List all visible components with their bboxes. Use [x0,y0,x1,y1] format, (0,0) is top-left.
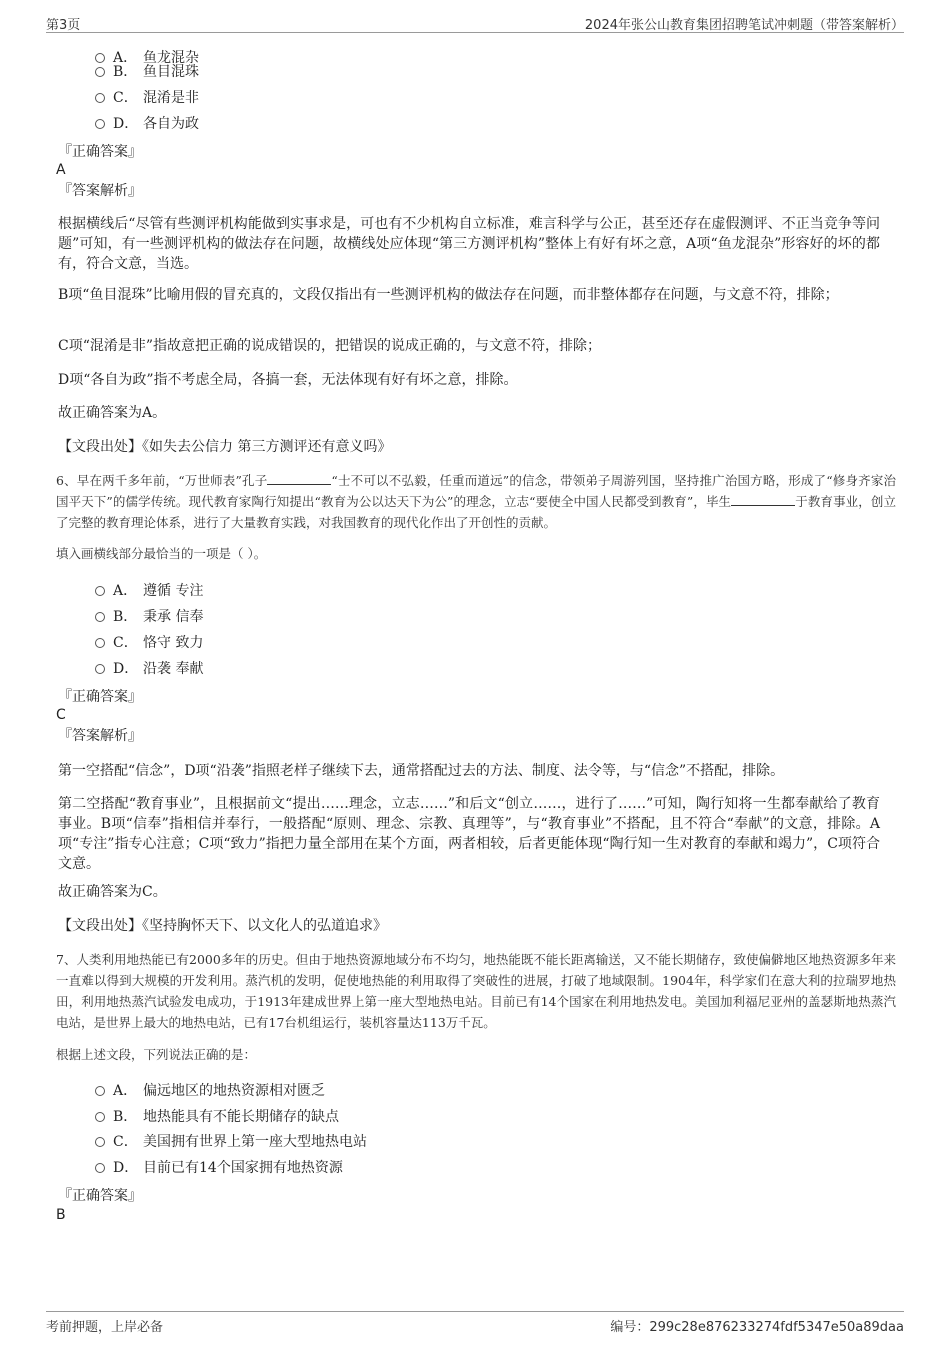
document-title: 2024年张公山教育集团招聘笔试冲刺题（带答案解析） [584,18,904,33]
radio-icon[interactable] [95,612,105,622]
q5-source: 【文段出处】《如失去公信力 第三方测评还有意义吗》 [58,439,392,455]
q5-option-c[interactable]: C． 混淆是非 [95,89,199,107]
q7-answer: B [56,1207,66,1223]
q6-stem: 6、早在两千多年前，“万世师表”孔子 “士不可以不弘毅，任重而道远”的信念，带领弟子周游列国，坚持推广治国方略，形成了“修身齐家治国平天下”的儒学传统。现代教育家陶行知提出“教育为公以达天下为公”的理念，立志“要使全中国人民都受到教育”，毕生 于教育事业，创立了完整的教育理论体系，进行了大量教育实践，对我国教育的现代化作出了开创性的贡献。 [56,473,896,530]
q5-analysis-5: 故正确答案为A。 [58,405,167,421]
q6-prompt: 填入画横线部分最恰当的一项是（ ）。 [56,546,267,561]
q6-source: 【文段出处】《坚持胸怀天下、以文化人的弘道追求》 [58,918,387,934]
radio-icon[interactable] [95,664,105,674]
q5-answer: A [56,162,66,178]
radio-icon[interactable] [95,53,105,63]
blank-line [731,493,795,506]
radio-icon[interactable] [95,119,105,129]
radio-icon[interactable] [95,638,105,648]
q5-option-b[interactable]: B． 鱼目混珠 [95,63,199,81]
q7-answer-label: 『正确答案』 [58,1188,142,1204]
q7-prompt: 根据上述文段，下列说法正确的是： [56,1047,257,1062]
document-code: 编号：299c28e876233274fdf5347e50a89daa [610,1320,904,1335]
q6-analysis-2: 第二空搭配“教育事业”，且根据前文“提出……理念，立志……”和后文“创立……，进行了……”可知，陶行知将一生都奉献给了教育事业。B项“信奉”指相信并奉行，一般搭配“原则、理念、宗教、真理等”，与“教育事业”不搭配，且不符合“奉献”的文意，排除。A项“专注”指专心注意；C项“致力”指把力量全部用在某个方面，两者相较，后者更能体现“陶行知一生对教育的奉献和竭力”，C项符合文意。 [58,796,880,872]
q5-analysis-1: 根据横线后“尽管有些测评机构能做到实事求是，可也有不少机构自立标准，难言科学与公正，甚至还存在虚假测评、不正当竞争等问题”可知，有一些测评机构的做法存在问题，故横线处应体现“第三方测评机构”整体上有好有坏之意，A项“鱼龙混杂”形容好的坏的都有，符合文意，当选。 [58,216,880,272]
radio-icon[interactable] [95,1163,105,1173]
q6-option-a[interactable]: A． 遵循 专注 [95,582,203,600]
radio-icon[interactable] [95,67,105,77]
q7-option-c[interactable]: C． 美国拥有世界上第一座大型地热电站 [95,1133,367,1151]
q5-analysis-2: B项“鱼目混珠”比喻用假的冒充真的，文段仅指出有一些测评机构的做法存在问题，而非整体都存在问题，与文意不符，排除； [58,287,839,303]
q6-answer: C [56,707,66,723]
q6-option-b[interactable]: B． 秉承 信奉 [95,608,203,626]
radio-icon[interactable] [95,1137,105,1147]
footer-slogan: 考前押题，上岸必备 [46,1320,164,1335]
radio-icon[interactable] [95,93,105,103]
radio-icon[interactable] [95,1112,105,1122]
q5-option-a[interactable]: A． 鱼龙混杂 [95,49,199,67]
q6-answer-label: 『正确答案』 [58,689,142,705]
page-header [46,14,904,33]
q5-analysis-4: D项“各自为政”指不考虑全局，各搞一套，无法体现有好有坏之意，排除。 [58,372,518,388]
q7-option-a[interactable]: A． 偏远地区的地热资源相对匮乏 [95,1082,325,1100]
q6-analysis-3: 故正确答案为C。 [58,884,167,900]
q5-answer-label: 『正确答案』 [58,144,142,160]
q6-analysis-label: 『答案解析』 [58,728,142,744]
q7-option-d[interactable]: D． 目前已有14个国家拥有地热资源 [95,1159,343,1177]
page-number: 第3页 [46,18,81,33]
q7-stem: 7、人类利用地热能已有2000多年的历史。但由于地热资源地域分布不均匀，地热能既不能长距离输送，又不能长期储存，致使偏僻地区地热资源多年来一直难以得到大规模的开发利用。蒸汽机的发明，促使地热能的利用取得了突破性的进展，打破了地域限制。1904年，科学家们在意大利的拉瑞罗地热田，利用地热蒸汽试验发电成功，于1913年建成世界上第一座大型地热电站。目前已有14个国家在利用地热发电。美国加利福尼亚州的盖瑟斯地热蒸汽电站，是世界上最大的地热电站，已有17台机组运行，装机容量达113万千瓦。 [56,952,896,1030]
q7-option-b[interactable]: B． 地热能具有不能长期储存的缺点 [95,1108,339,1126]
blank-line [267,472,331,485]
q5-option-d[interactable]: D． 各自为政 [95,115,199,133]
q6-analysis-1: 第一空搭配“信念”，D项“沿袭”指照老样子继续下去，通常搭配过去的方法、制度、法令等，与“信念”不搭配，排除。 [58,763,785,779]
page-footer [46,1311,904,1334]
q5-analysis-label: 『答案解析』 [58,183,142,199]
q6-option-d[interactable]: D． 沿袭 奉献 [95,660,203,678]
radio-icon[interactable] [95,586,105,596]
q6-option-c[interactable]: C． 恪守 致力 [95,634,203,652]
q5-analysis-3: C项“混淆是非”指故意把正确的说成错误的，把错误的说成正确的，与文意不符，排除； [58,338,602,354]
radio-icon[interactable] [95,1086,105,1096]
